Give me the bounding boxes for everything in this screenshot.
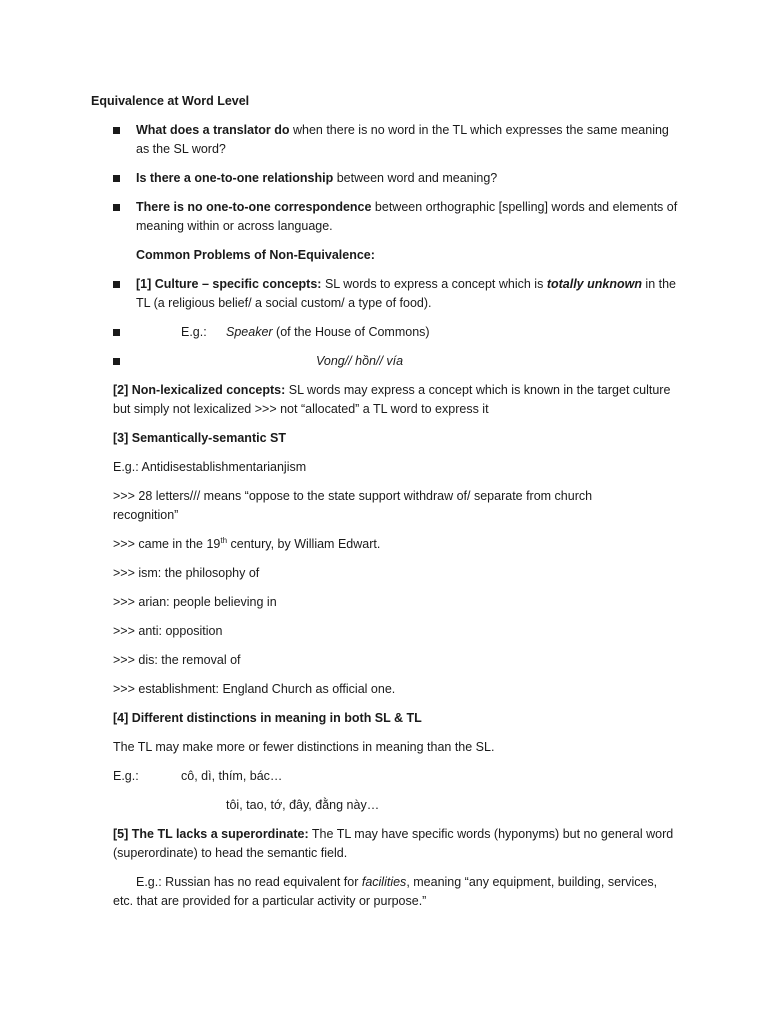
- bullet-translator-line1: [136, 121, 669, 140]
- common-problems-heading: Common Problems of Non-Equivalence:: [136, 248, 375, 262]
- text: in the: [641, 277, 677, 291]
- non-lexicalized-line1: [113, 381, 670, 400]
- bold-text: [2] Non-lexicalized concepts:: [113, 383, 286, 397]
- ism-line: >>> ism: the philosophy of: [113, 566, 260, 580]
- text: (of the House of Commons): [272, 325, 430, 339]
- text: between orthographic [spelling] words and elements of: [371, 200, 678, 214]
- semantic-heading: [3] Semantically-semantic ST: [113, 431, 286, 445]
- superordinate-line2: (superordinate) to head the semantic field.: [113, 846, 348, 860]
- bullet-culture-line2: TL (a religious belief/ a social custom/ a type of food).: [136, 296, 432, 310]
- letters-line2: recognition”: [113, 508, 179, 522]
- bold-italic-text: totally unknown: [546, 277, 642, 291]
- dis-line: >>> dis: the removal of: [113, 653, 241, 667]
- bullet-translator-line2: as the SL word?: [136, 142, 226, 156]
- establishment-line: >>> establishment: England Church as official one.: [113, 682, 396, 696]
- text: The TL may have specific words (hyponyms) but no general word: [308, 827, 674, 841]
- bullet-icon: [113, 175, 120, 182]
- bold-text: What does a translator do: [136, 123, 290, 137]
- example-kinship-words: cô, dì, thím, bác…: [181, 769, 283, 783]
- text: between word and meaning?: [333, 171, 498, 185]
- arian-line: >>> arian: people believing in: [113, 595, 277, 609]
- text: when there is no word in the TL which expresses the same meaning: [289, 123, 669, 137]
- text: SL words to express a concept which is: [321, 277, 547, 291]
- italic-text: facilities: [361, 875, 407, 889]
- bullet-correspondence-line2: meaning within or across language.: [136, 219, 333, 233]
- russian-example-line1: [136, 873, 657, 892]
- example-label: E.g.:: [113, 769, 139, 783]
- bullet-culture-line1: [136, 275, 676, 294]
- superordinate-line1: [113, 825, 673, 844]
- bold-text: [1] Culture – specific concepts:: [136, 277, 322, 291]
- example-speaker: [226, 323, 430, 342]
- text: , meaning “any equipment, building, services,: [406, 875, 658, 889]
- text: >>> came in the 19: [113, 537, 221, 551]
- text: century, by William Edwart.: [227, 537, 381, 551]
- bullet-correspondence-line1: [136, 198, 677, 217]
- document-title: Equivalence at Word Level: [91, 94, 250, 108]
- distinctions-text: The TL may make more or fewer distinctions in meaning than the SL.: [113, 740, 495, 754]
- example-label: E.g.:: [181, 325, 207, 339]
- came-line: [113, 535, 380, 554]
- bullet-icon: [113, 127, 120, 134]
- anti-line: >>> anti: opposition: [113, 624, 223, 638]
- bullet-icon: [113, 204, 120, 211]
- example-vong: Vong// hồn// vía: [316, 354, 404, 368]
- example-pronouns: tôi, tao, tớ, đây, đằng này…: [226, 798, 380, 812]
- bullet-icon: [113, 329, 120, 336]
- superscript: th: [220, 536, 228, 545]
- italic-text: Speaker: [226, 325, 273, 339]
- bullet-icon: [113, 281, 120, 288]
- text: SL words may express a concept which is known in the target culture: [285, 383, 671, 397]
- bullet-one-to-one: [136, 169, 497, 188]
- bold-text: [5] The TL lacks a superordinate:: [113, 827, 309, 841]
- bullet-icon: [113, 358, 120, 365]
- bold-text: Is there a one-to-one relationship: [136, 171, 334, 185]
- text: E.g.: Russian has no read equivalent for: [136, 875, 362, 889]
- letters-line1: >>> 28 letters/// means “oppose to the state support withdraw of/ separate from church: [113, 489, 593, 503]
- russian-example-line2: etc. that are provided for a particular activity or purpose.”: [113, 894, 427, 908]
- distinctions-heading: [4] Different distinctions in meaning in both SL & TL: [113, 711, 422, 725]
- non-lexicalized-line2: but simply not lexicalized >>> not “allocated” a TL word to express it: [113, 402, 489, 416]
- example-antidis: E.g.: Antidisestablishmentarianjism: [113, 460, 307, 474]
- bold-text: There is no one-to-one correspondence: [136, 200, 372, 214]
